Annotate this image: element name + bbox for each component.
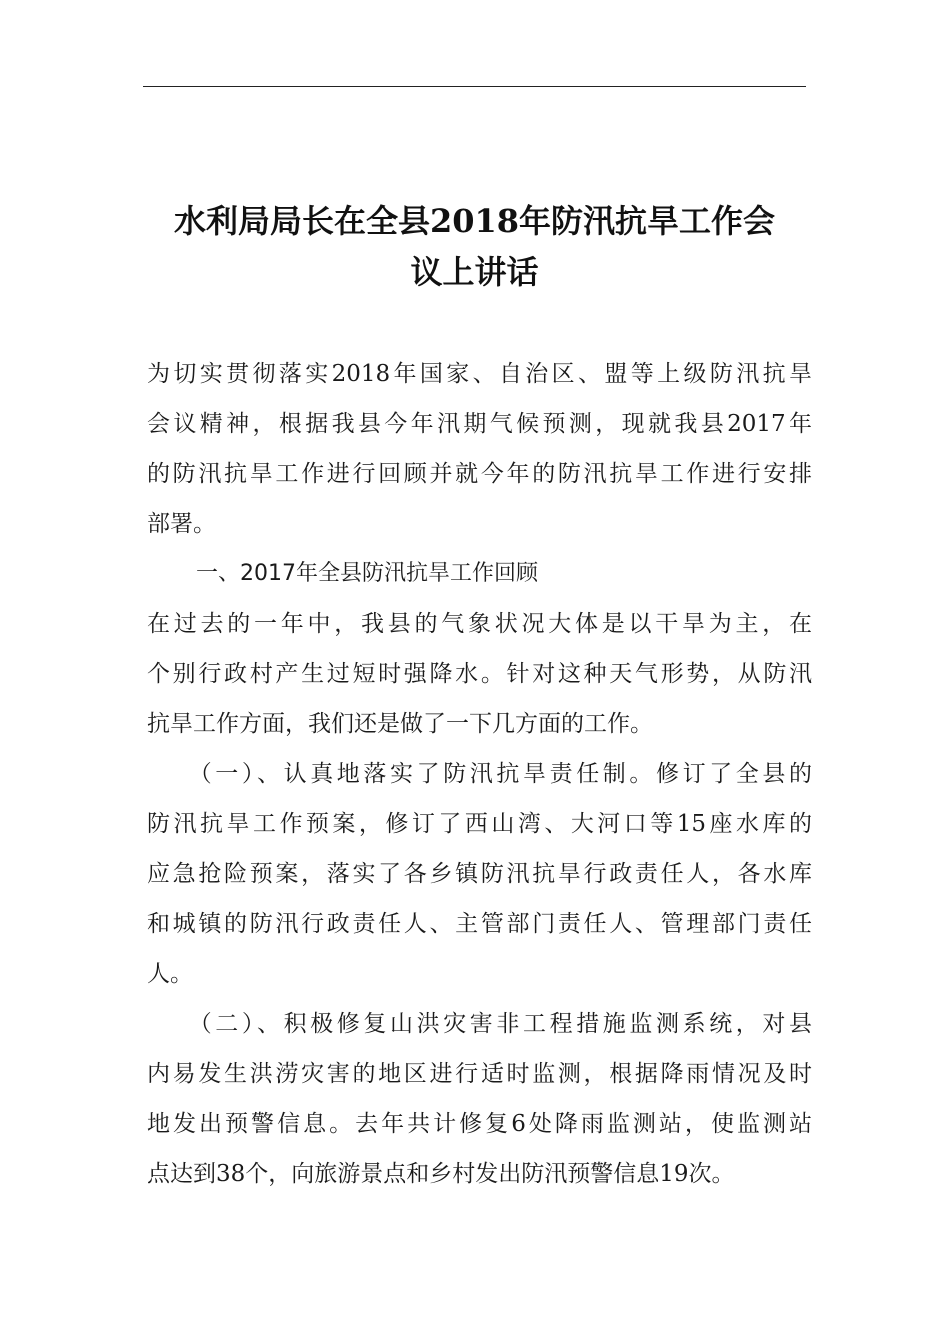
text-line: 地发出预警信息。去年共计修复6处降雨监测站，使监测站 [147,1111,812,1137]
item1-paragraph [147,749,812,999]
text-line: （一）、认真地落实了防汛抗旱责任制。修订了全县的 [147,761,812,787]
text-line: 和城镇的防汛行政责任人、主管部门责任人、管理部门责任 [147,911,812,937]
document-title [143,196,806,298]
text-line: 点达到38个，向旅游景点和乡村发出防汛预警信息19次。 [147,1161,735,1187]
intro-paragraph [147,349,812,549]
header-rule [143,86,806,87]
text-line: 会议精神，根据我县今年汛期气候预测，现就我县2017年 [147,411,812,437]
section-heading: 一、2017年全县防汛抗旱工作回顾 [196,561,538,586]
text-line: 个别行政村产生过短时强降水。针对这种天气形势，从防汛 [147,661,812,687]
title-line-1: 水利局局长在全县2018年防汛抗旱工作会 [173,202,776,240]
text-line: 为切实贯彻落实2018年国家、自治区、盟等上级防汛抗旱 [147,361,812,387]
text-line: 应急抢险预案，落实了各乡镇防汛抗旱行政责任人，各水库 [147,861,812,887]
text-line: 部署。 [147,511,216,537]
text-line: （二）、积极修复山洪灾害非工程措施监测系统，对县 [147,1011,812,1037]
document-body [147,349,812,1199]
title-line-2: 议上讲话 [410,253,539,291]
text-line: 人。 [147,961,193,987]
section1-paragraph [147,599,812,749]
text-line: 在过去的一年中，我县的气象状况大体是以干旱为主，在 [147,611,812,637]
text-line: 防汛抗旱工作预案，修订了西山湾、大河口等15座水库的 [147,811,812,837]
text-line: 内易发生洪涝灾害的地区进行适时监测，根据降雨情况及时 [147,1061,812,1087]
item2-paragraph [147,999,812,1199]
text-line: 的防汛抗旱工作进行回顾并就今年的防汛抗旱工作进行安排 [147,461,812,487]
text-line: 抗旱工作方面，我们还是做了一下几方面的工作。 [147,711,653,737]
